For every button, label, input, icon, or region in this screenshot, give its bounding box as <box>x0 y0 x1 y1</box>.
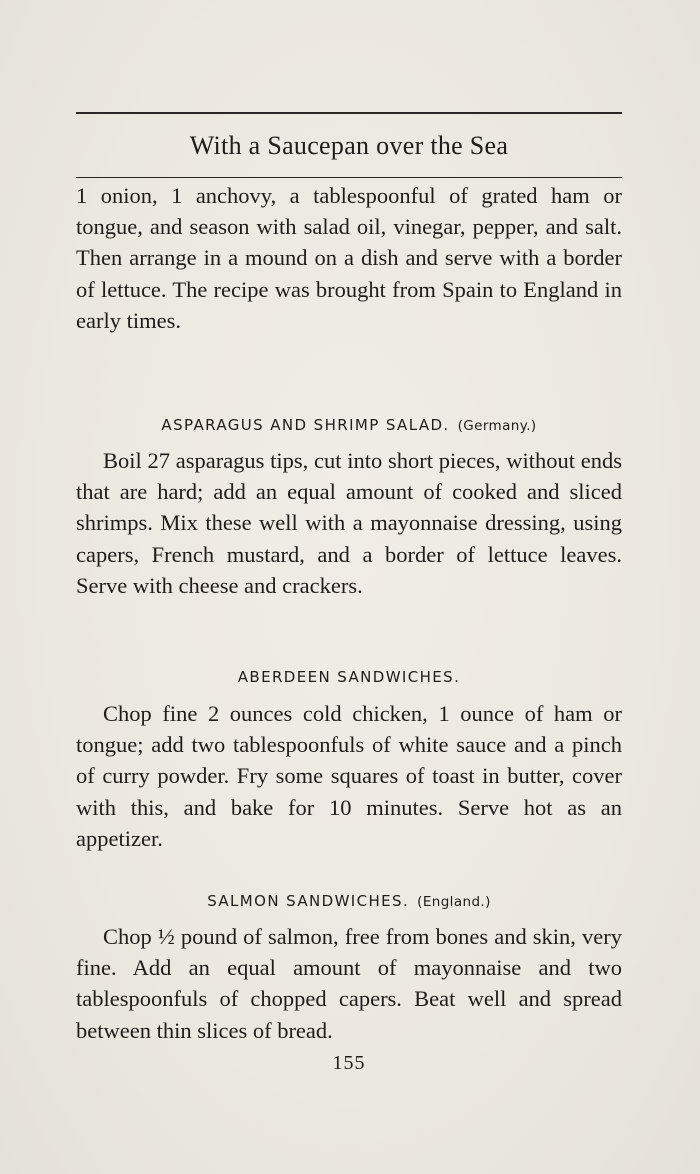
recipe-origin: (England.) <box>417 894 491 910</box>
running-head: With a Saucepan over the Sea <box>189 131 509 160</box>
recipe-title: ABERDEEN SANDWICHES. <box>237 668 461 686</box>
recipe-heading-aberdeen <box>76 666 622 688</box>
recipe-title: ASPARAGUS AND SHRIMP SALAD. <box>161 416 450 434</box>
recipe-title: SALMON SANDWICHES. <box>207 892 410 910</box>
recipe-origin: (Germany.) <box>457 418 537 434</box>
recipe-text-salmon: Chop ½ pound of salmon, free from bones and skin, very fine. Add an equal amount of mayonnaise and two tablespoonfuls of chopped capers. Beat well and spread between thin slices of bread. <box>76 924 622 1043</box>
page-number: 155 <box>332 1052 366 1074</box>
continuation-paragraph: 1 onion, 1 anchovy, a tablespoonful of grated ham or tongue, and season with salad oil, vinegar, pepper, and salt. Then arrange in a mound on a dish and serve with a border of lettuce. The recipe was brought from Spain to England in early times. <box>76 183 622 333</box>
recipe-heading-asparagus <box>76 414 622 437</box>
recipe-text-asparagus: Boil 27 asparagus tips, cut into short pieces, without ends that are hard; add an equal amount of cooked and sliced shrimps. Mix these well with a mayonnaise dressing, using capers, French mustard, and a border of lettuce leaves. Serve with cheese and crackers. <box>76 448 622 598</box>
recipe-heading-salmon <box>76 890 622 913</box>
header-rule-bottom <box>76 177 622 178</box>
recipe-text-aberdeen: Chop fine 2 ounces cold chicken, 1 ounce of ham or tongue; add two tablespoonfuls of white sauce and a pinch of curry powder. Fry some squares of toast in butter, cover with this, and bake for 10 minutes. Serve hot as an appetizer. <box>76 701 622 851</box>
header-rule-top <box>76 112 622 114</box>
